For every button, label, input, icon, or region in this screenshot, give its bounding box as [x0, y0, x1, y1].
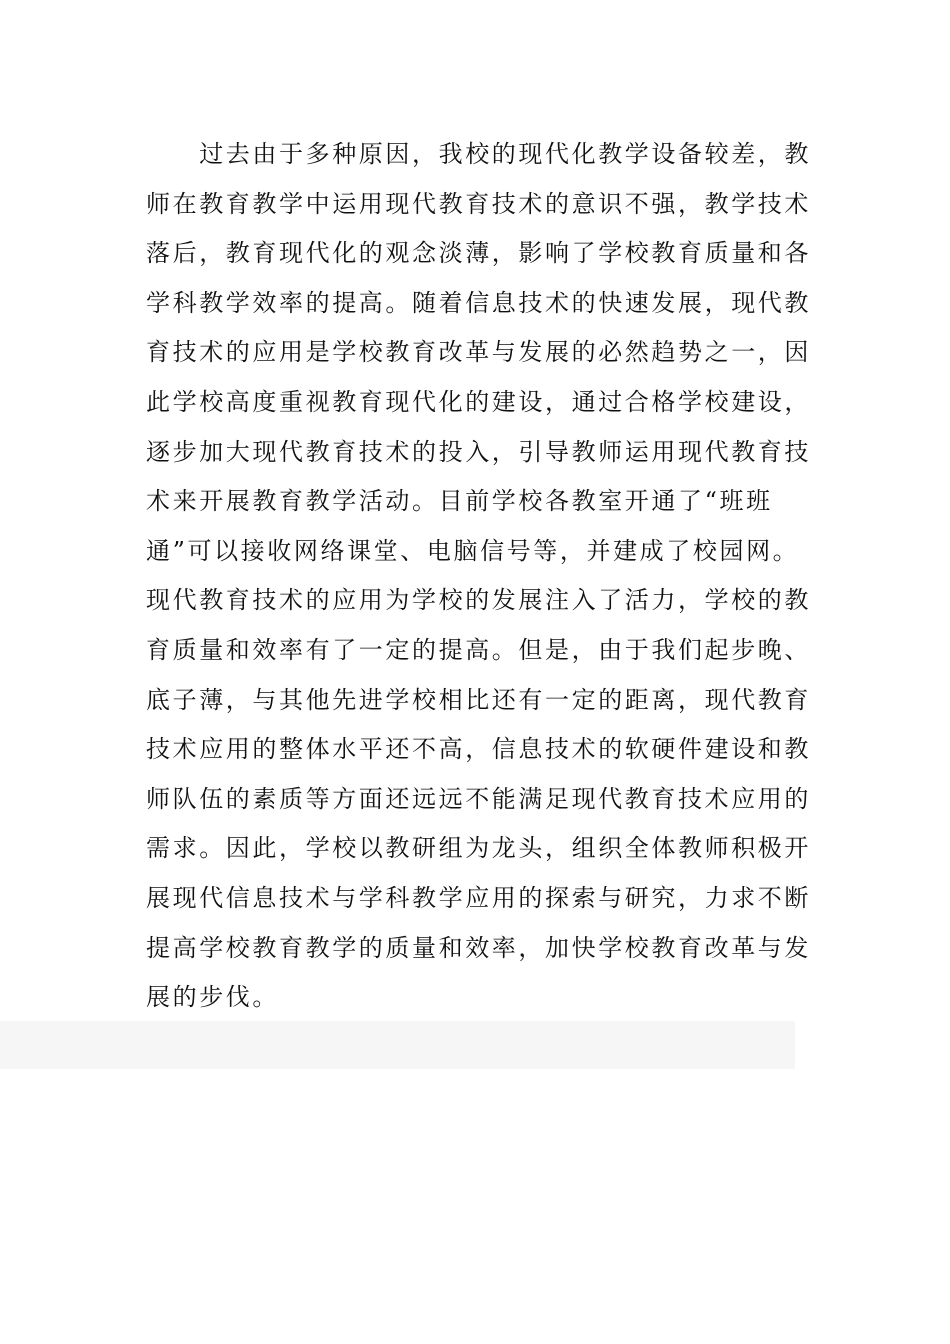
paragraph-line: 提高学校教育教学的质量和效率，加快学校教育改革与发	[146, 933, 811, 962]
paragraph-line: 通”可以接收网络课堂、电脑信号等，并建成了校园网。	[146, 536, 800, 565]
paragraph-line: 师在教育教学中运用现代教育技术的意识不强，教学技术	[146, 189, 811, 218]
paragraph-line: 展现代信息技术与学科教学应用的探索与研究，力求不断	[146, 883, 811, 912]
paragraph-line: 师队伍的素质等方面还远远不能满足现代教育技术应用的	[146, 784, 811, 813]
paragraph-line: 逐步加大现代教育技术的投入，引导教师运用现代教育技	[146, 437, 811, 466]
paragraph-line: 现代教育技术的应用为学校的发展注入了活力，学校的教	[146, 586, 811, 615]
paragraph-line: 落后，教育现代化的观念淡薄，影响了学校教育质量和各	[146, 239, 811, 268]
paragraph-line: 底子薄，与其他先进学校相比还有一定的距离，现代教育	[146, 685, 811, 714]
paragraph-line: 育技术的应用是学校教育改革与发展的必然趋势之一，因	[146, 338, 811, 367]
paragraph-line: 此学校高度重视教育现代化的建设，通过合格学校建设，	[146, 387, 811, 416]
paragraph-line: 技术应用的整体水平还不高，信息技术的软硬件建设和教	[146, 735, 811, 764]
paragraph-line: 过去由于多种原因，我校的现代化教学设备较差，教	[146, 140, 811, 168]
paragraph-line: 展的步伐。	[146, 983, 279, 1012]
paragraph-line: 学科教学效率的提高。随着信息技术的快速发展，现代教	[146, 288, 811, 317]
paragraph-line: 育质量和效率有了一定的提高。但是，由于我们起步晚、	[146, 635, 811, 664]
paragraph-line: 术来开展教育教学活动。目前学校各教室开通了“班班	[146, 487, 773, 516]
paragraph-line: 需求。因此，学校以教研组为龙头，组织全体教师积极开	[146, 834, 811, 863]
body-paragraph	[146, 130, 811, 1023]
gray-band	[0, 1021, 795, 1069]
